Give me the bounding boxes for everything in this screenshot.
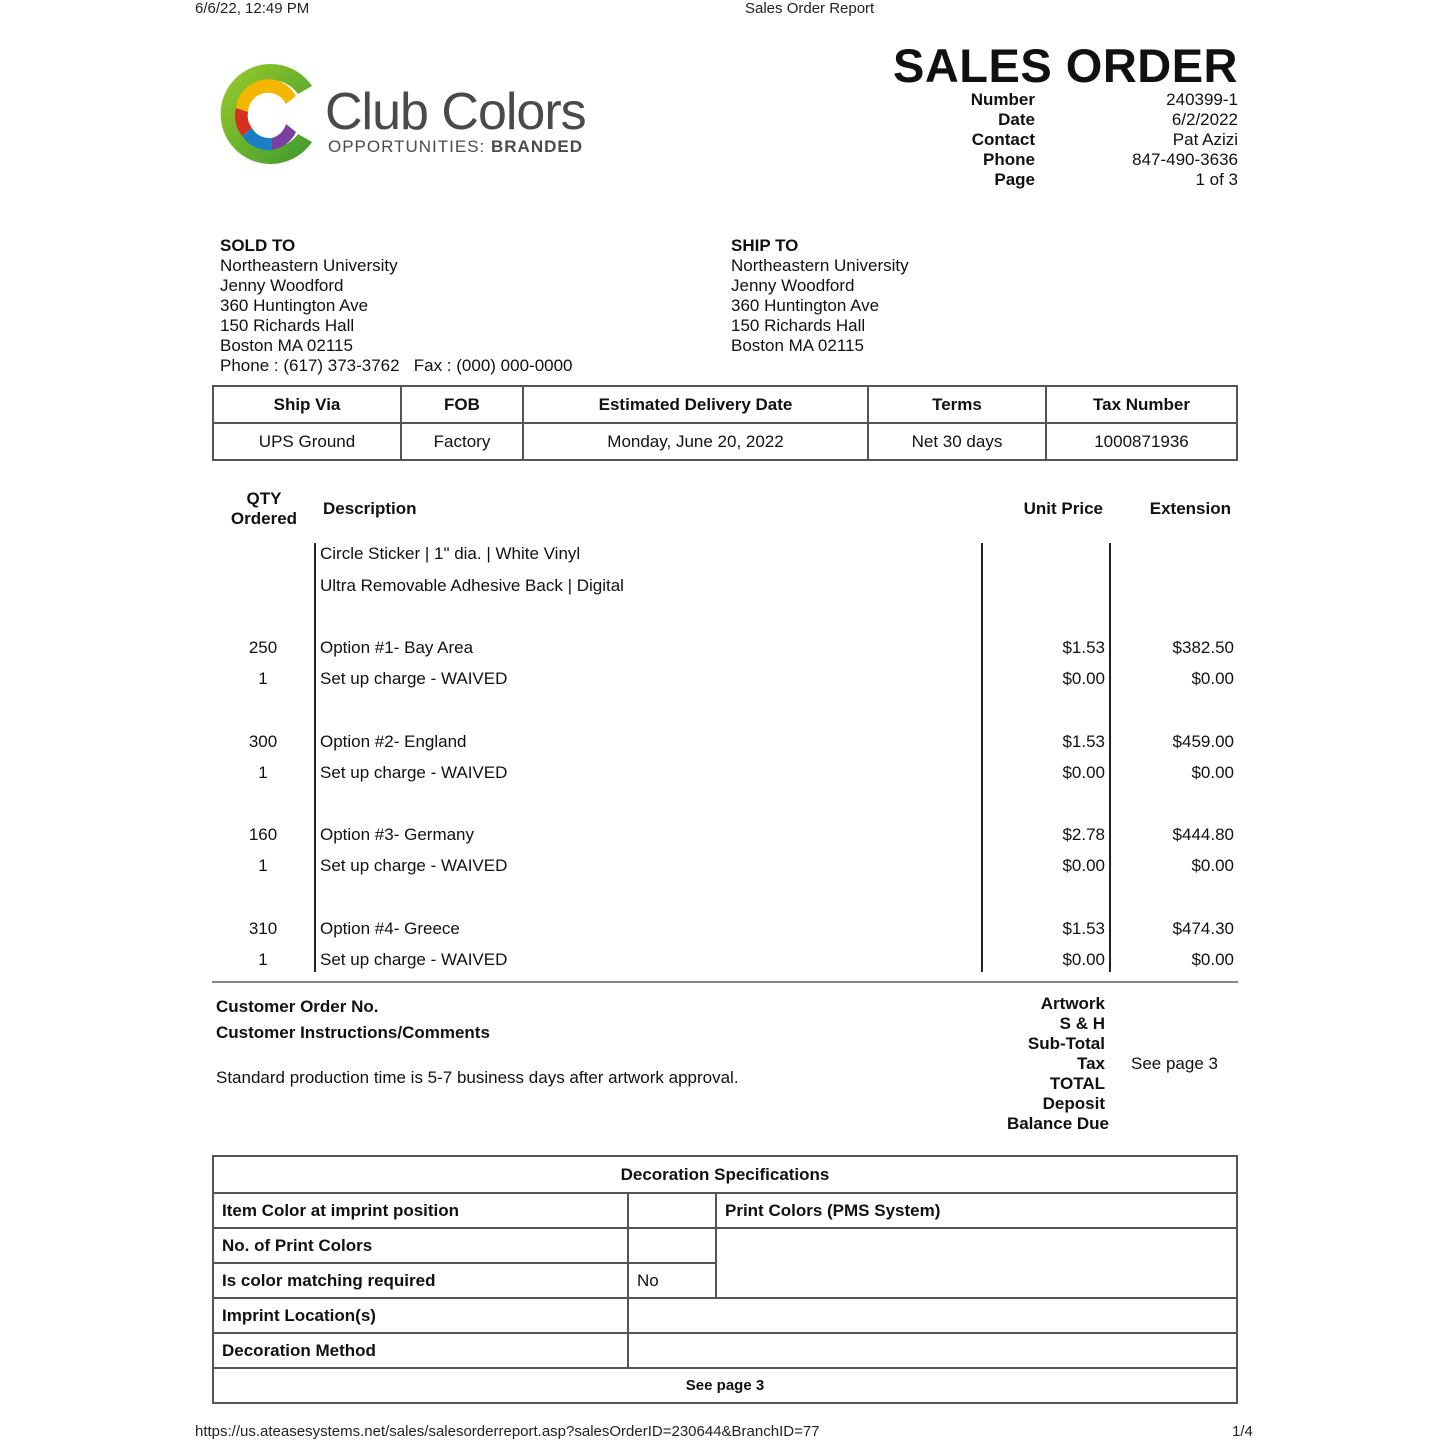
order-meta-labels: Number Date Contact Phone Page: [970, 90, 1035, 189]
column-divider: [314, 543, 316, 972]
header-fob: FOB: [401, 386, 523, 423]
column-divider: [1109, 543, 1111, 972]
order-meta-values: 240399-1 6/2/2022 Pat Azizi 847-490-3636 1 of 3: [1132, 90, 1238, 189]
header-terms: Terms: [868, 386, 1046, 423]
shipping-table: [212, 385, 1238, 461]
terms-value: Net 30 days: [868, 423, 1046, 460]
page-title: SALES ORDER: [893, 39, 1238, 92]
print-colors-value: [716, 1228, 1237, 1298]
sold-to-heading: SOLD TO: [220, 236, 296, 255]
logo-tagline: OPPORTUNITIES: BRANDED: [328, 137, 583, 156]
column-divider: [981, 543, 983, 972]
product-line: Circle Sticker | 1" dia. | White Vinyl: [320, 544, 581, 563]
print-page-title: Sales Order Report: [745, 0, 875, 17]
sold-to-block: SOLD TO Northeastern University Jenny Woodford 360 Huntington Ave 150 Richards Hall Boston MA 02115 Phone : (617) 373-3762 Fax : (000) 000-0000: [220, 236, 573, 375]
header-qty: QTY Ordered: [230, 489, 298, 528]
print-url: https://us.ateasesystems.net/sales/salesorderreport.asp?salesOrderID=230644&BranchID=77: [195, 1423, 820, 1440]
color-matching-label: Is color matching required: [213, 1263, 628, 1298]
items-divider: [212, 981, 1238, 983]
tax-number-value: 1000871936: [1046, 423, 1237, 460]
header-ship-via: Ship Via: [213, 386, 401, 423]
header-unit-price: Unit Price: [1023, 499, 1103, 518]
decoration-method-label: Decoration Method: [213, 1333, 628, 1368]
ship-to-block: SHIP TO Northeastern University Jenny Woodford 360 Huntington Ave 150 Richards Hall Boston MA 02115: [731, 236, 909, 355]
print-page-count: 1/4: [1232, 1423, 1253, 1440]
club-colors-logo-icon: [212, 58, 324, 168]
decoration-see-page: See page 3: [213, 1368, 1237, 1403]
decoration-title: Decoration Specifications: [213, 1156, 1237, 1193]
totals-labels: Artwork S & H Sub-Total Tax TOTAL Deposit Balance Due: [1006, 994, 1109, 1133]
num-colors-label: No. of Print Colors: [213, 1228, 628, 1263]
num-colors-value: [628, 1228, 716, 1263]
product-line: Ultra Removable Adhesive Back | Digital: [320, 576, 624, 595]
header-delivery-date: Estimated Delivery Date: [523, 386, 868, 423]
color-matching-value: No: [628, 1263, 716, 1298]
instructions-label: Customer Instructions/Comments: [216, 1023, 490, 1042]
print-colors-label: Print Colors (PMS System): [716, 1193, 1237, 1228]
imprint-location-value: [628, 1298, 1237, 1333]
delivery-date-value: Monday, June 20, 2022: [523, 423, 868, 460]
logo-wordmark: Club Colors: [325, 83, 586, 141]
header-extension: Extension: [1149, 499, 1231, 518]
ship-via-value: UPS Ground: [213, 423, 401, 460]
decoration-table: [212, 1155, 1238, 1404]
customer-order-label: Customer Order No.: [216, 997, 379, 1016]
print-timestamp: 6/6/22, 12:49 PM: [195, 0, 310, 17]
fob-value: Factory: [401, 423, 523, 460]
item-color-label: Item Color at imprint position: [213, 1193, 628, 1228]
header-description: Description: [323, 499, 417, 518]
header-tax-number: Tax Number: [1046, 386, 1237, 423]
item-color-value: [628, 1193, 716, 1228]
imprint-location-label: Imprint Location(s): [213, 1298, 628, 1333]
instructions-text: Standard production time is 5-7 business days after artwork approval.: [216, 1068, 739, 1087]
decoration-method-value: [628, 1333, 1237, 1368]
ship-to-heading: SHIP TO: [731, 236, 799, 255]
totals-note: See page 3: [1131, 1054, 1218, 1073]
